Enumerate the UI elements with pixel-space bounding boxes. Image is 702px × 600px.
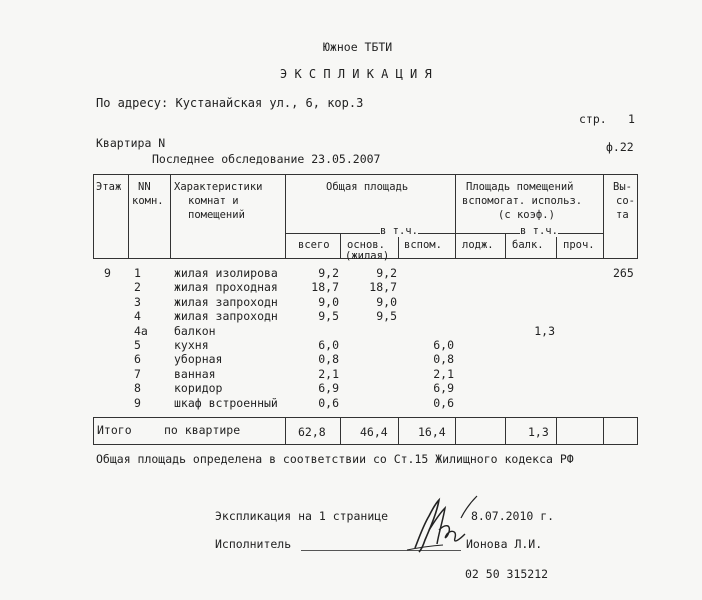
table-row <box>0 397 702 410</box>
header-char-2: комнат и <box>188 195 239 207</box>
col-line-char <box>285 174 286 259</box>
totals-total: 62,8 <box>298 425 326 439</box>
totals-line-right <box>637 417 638 445</box>
room-number: 4 <box>134 309 141 324</box>
table-row <box>0 281 702 294</box>
room-number: 3 <box>134 294 141 309</box>
room-total-area: 18,7 <box>311 280 339 295</box>
room-total-area: 9,2 <box>318 266 339 280</box>
room-name: кухня <box>174 338 209 352</box>
header-aux-2: вспомогат. использ. <box>462 195 583 207</box>
height-value: 265 <box>613 266 634 280</box>
room-number: 1 <box>134 266 141 280</box>
room-name: уборная <box>174 352 223 367</box>
legal-note: Общая площадь определена в соответствии со Ст.15 Жилищного кодекса РФ <box>96 452 574 466</box>
room-aux-area: 2,1 <box>433 366 454 381</box>
header-nn-2: комн. <box>132 195 164 207</box>
header-aux-3: (с коэф.) <box>498 209 555 221</box>
room-main-area: 9,5 <box>376 309 397 324</box>
header-height-2: со- <box>616 195 635 207</box>
header-total: всего <box>298 239 330 251</box>
totals-line-balcony <box>556 417 557 445</box>
totals-balcony: 1,3 <box>528 425 549 439</box>
table-row <box>0 296 702 309</box>
col-line-total <box>340 233 341 259</box>
room-number: 4а <box>134 323 148 338</box>
totals-line-main <box>398 417 399 445</box>
room-name: жилая запроходн <box>174 309 278 324</box>
footer-date: 8.07.2010 г. <box>471 509 555 523</box>
room-total-area: 6,9 <box>318 381 339 396</box>
col-line-aux <box>455 174 456 259</box>
table-row <box>0 339 702 352</box>
header-height-3: та <box>616 209 629 221</box>
room-total-area: 9,0 <box>318 294 339 309</box>
totals-line-other <box>603 417 604 445</box>
header-incl-aux: в т.ч. <box>520 225 558 237</box>
header-char-3: помещений <box>188 209 245 221</box>
form-code: ф.22 <box>606 140 634 154</box>
page-number: 1 <box>628 112 635 126</box>
room-number: 8 <box>134 381 141 396</box>
header-nn-1: NN <box>138 181 151 193</box>
room-total-area: 0,8 <box>318 352 339 367</box>
room-main-area: 9,0 <box>376 294 397 309</box>
document-code: 02 50 315212 <box>465 567 549 581</box>
totals-main: 46,4 <box>360 425 388 439</box>
table-row <box>0 310 702 323</box>
room-main-area: 9,2 <box>376 266 397 280</box>
room-name: ванная <box>174 366 216 381</box>
last-survey: Последнее обследование 23.05.2007 <box>152 152 381 166</box>
table-row <box>0 353 702 366</box>
totals-label: Итого <box>97 423 132 437</box>
totals-line-total <box>340 417 341 445</box>
handwritten-signature <box>395 490 485 560</box>
room-aux-area: 6,9 <box>433 381 454 396</box>
room-aux-area: 0,8 <box>433 352 454 367</box>
footer-pages: Экспликация на 1 странице <box>215 509 389 523</box>
subheader-line-area <box>285 233 455 234</box>
totals-line-label <box>285 417 286 445</box>
room-balcony-area: 1,3 <box>534 323 555 338</box>
totals-aux: 16,4 <box>418 425 446 439</box>
room-total-area: 9,5 <box>318 309 339 324</box>
header-char-1: Характеристики <box>174 181 263 193</box>
document-title: Э К С П Л И К А Ц И Я <box>280 67 432 81</box>
col-line-nn <box>170 174 171 259</box>
header-incl-area: в т.ч. <box>380 225 418 237</box>
header-main-2: (жилая) <box>345 250 390 262</box>
header-aux: вспом. <box>404 239 442 251</box>
address-line: По адресу: Кустанайская ул., 6, кор.3 <box>96 96 364 110</box>
room-total-area: 2,1 <box>318 366 339 381</box>
totals-line-left <box>93 417 94 445</box>
room-number: 9 <box>134 395 141 410</box>
col-line-floor <box>128 174 129 259</box>
header-main-1: основ. <box>347 239 385 251</box>
floor-value: 9 <box>104 266 111 280</box>
room-aux-area: 6,0 <box>433 338 454 352</box>
room-aux-area: 0,6 <box>433 395 454 410</box>
col-line-other <box>603 174 604 259</box>
flat-label: Квартира N <box>96 136 166 150</box>
col-line-loggia <box>505 233 506 259</box>
room-name: балкон <box>174 323 216 338</box>
room-name: жилая запроходн <box>174 294 278 309</box>
table-row <box>0 325 702 338</box>
room-name: жилая изолирова <box>174 266 278 280</box>
room-number: 7 <box>134 366 141 381</box>
header-height-1: Вы- <box>613 181 632 193</box>
executor-label: Исполнитель <box>215 537 292 551</box>
room-main-area: 18,7 <box>369 280 397 295</box>
room-name: коридор <box>174 381 223 396</box>
col-line-left <box>93 174 94 259</box>
totals-line-loggia <box>505 417 506 445</box>
room-total-area: 0,6 <box>318 395 339 410</box>
room-number: 6 <box>134 352 141 367</box>
totals-line-aux <box>455 417 456 445</box>
room-number: 5 <box>134 338 141 352</box>
room-total-area: 6,0 <box>318 338 339 352</box>
header-aux-1: Площадь помещений <box>466 181 574 193</box>
header-total-area: Общая площадь <box>326 181 409 193</box>
table-row <box>0 267 702 280</box>
room-number: 2 <box>134 280 141 295</box>
header-balcony: балк. <box>512 239 544 251</box>
table-top-line <box>93 174 637 175</box>
header-loggia: лодж. <box>462 239 494 251</box>
room-name: шкаф встроенный <box>174 395 278 410</box>
col-line-right <box>637 174 638 259</box>
table-row <box>0 382 702 395</box>
table-row <box>0 368 702 381</box>
header-other: проч. <box>563 239 595 251</box>
totals-label-flat: по квартире <box>164 423 241 437</box>
room-name: жилая проходная <box>174 280 278 295</box>
organization-name: Южное ТБТИ <box>323 40 393 54</box>
page-label: стр. <box>579 112 607 126</box>
executor-name: Ионова Л.И. <box>466 537 543 551</box>
header-floor: Этаж <box>96 181 122 193</box>
